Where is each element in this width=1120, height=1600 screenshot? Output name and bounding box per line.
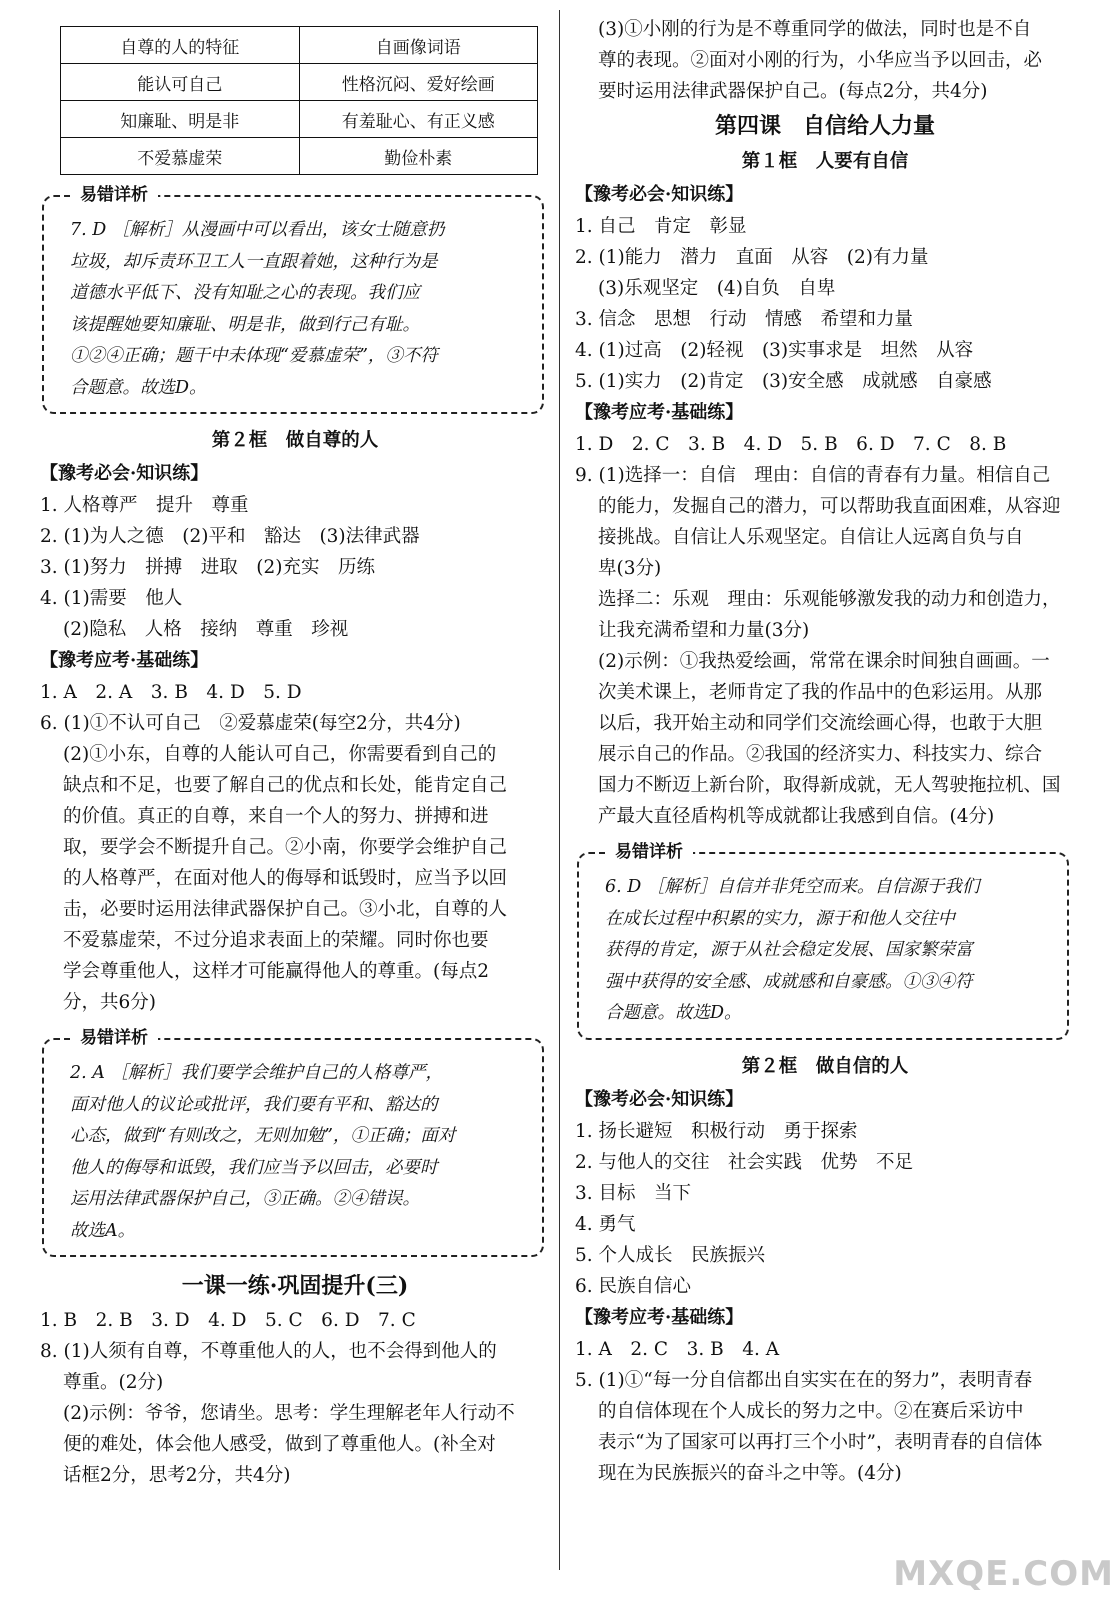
text-line: 产最大直径盾构机等成就都让我感到自信。(4分) <box>598 806 995 827</box>
text-line: 6. D ［解析］自信并非凭空而来。自信源于我们 <box>605 877 980 897</box>
text-line: 3. 目标 当下 <box>575 1182 692 1204</box>
text-line: 获得的肯定，源于从社会稳定发展、国家繁荣富 <box>605 940 973 960</box>
watermark: MXQE.COM <box>893 1554 1114 1594</box>
text-line: 1. 扬长避短 积极行动 勇于探索 <box>575 1120 858 1142</box>
text-line: 1. B 2. B 3. D 4. D 5. C 6. D 7. C <box>40 1310 416 1331</box>
traits-table <box>60 26 538 175</box>
section-heading: 【豫考应考·基础练】 <box>575 1306 744 1328</box>
text-line: 缺点和不足，也要了解自己的优点和长处，能肯定自己 <box>63 775 508 796</box>
text-line: 1. A 2. C 3. B 4. A <box>575 1338 780 1360</box>
text-line: 他人的侮辱和诋毁，我们应当予以回击，必要时 <box>70 1157 438 1178</box>
left-column <box>40 14 550 1491</box>
text-line: 话框2分，思考2分，共4分) <box>63 1465 291 1486</box>
text-line: 学会尊重他人，这样才可能赢得他人的尊重。(每点2 <box>63 961 489 982</box>
text-line: 7. D ［解析］从漫画中可以看出，该女士随意扔 <box>70 220 445 240</box>
table-cell: 不爱慕虚荣 <box>61 138 300 175</box>
text-line: 2. (1)能力 潜力 直面 从容 (2)有力量 <box>575 247 929 268</box>
text-line: 2. (1)为人之德 (2)平和 豁达 (3)法律武器 <box>40 526 420 547</box>
text-line: 的能力，发掘自己的潜力，可以帮助我直面困难，从容迎 <box>598 496 1061 517</box>
text-line: 合题意。故选D。 <box>70 377 207 398</box>
text-line: 8. (1)人须有自尊，不尊重他人的人，也不会得到他人的 <box>40 1341 497 1362</box>
text-line: 道德水平低下、没有知耻之心的表现。我们应 <box>70 283 420 303</box>
error-analysis-box-3 <box>577 842 1069 1040</box>
table-row <box>61 64 538 101</box>
text-line: 运用法律武器保护自己，③正确。②④错误。 <box>70 1189 420 1209</box>
text-block <box>575 211 1075 397</box>
table-cell: 知廉耻、明是非 <box>61 101 300 138</box>
text-line: 6. (1)①不认可自己 ②爱慕虚荣(每空2分，共4分) <box>40 713 461 734</box>
table-cell: 性格沉闷、爱好绘画 <box>299 64 538 101</box>
section-heading: 【豫考必会·知识练】 <box>575 184 744 205</box>
frame-title-confidence: 第１框 人要有自信 <box>741 151 909 172</box>
table-row <box>61 27 538 64</box>
text-line: 1. A 2. A 3. B 4. D 5. D <box>40 682 302 703</box>
text-line: 便的难处，体会他人感受，做到了尊重他人。(补全对 <box>63 1434 496 1455</box>
text-line: 选择二：乐观 理由：乐观能够激发我的动力和创造力， <box>598 589 1061 610</box>
text-line: 2. A ［解析］我们要学会维护自己的人格尊严， <box>70 1063 443 1083</box>
text-line: 垃圾，却斥责环卫工人一直跟着她，这种行为是 <box>70 251 438 272</box>
text-line: 合题意。故选D。 <box>605 1003 742 1023</box>
section-heading: 【豫考必会·知识练】 <box>575 1088 744 1110</box>
text-line: (2)示例：爷爷，您请坐。思考：学生理解老年人行动不 <box>63 1403 515 1424</box>
table-row <box>61 138 538 175</box>
text-line: 4. (1)过高 (2)轻视 (3)实事求是 坦然 从容 <box>575 340 974 361</box>
text-line: 5. 个人成长 民族振兴 <box>575 1244 766 1266</box>
text-line: 接挑战。自信让人乐观坚定。自信让人远离自负与自 <box>598 527 1024 548</box>
frame-title-confident-person: 第２框 做自信的人 <box>741 1055 909 1077</box>
text-line: 表示“为了国家可以再打三个小时”，表明青春的自信体 <box>598 1431 1043 1453</box>
right-column <box>575 14 1075 1489</box>
table-cell: 自画像词语 <box>299 27 538 64</box>
text-line: 的人格尊严，在面对他人的侮辱和诋毁时，应当予以回 <box>63 868 508 889</box>
text-line: 尊重。(2分) <box>63 1372 164 1393</box>
table-cell: 能认可自己 <box>61 64 300 101</box>
box-title: 易错详析 <box>605 840 693 864</box>
text-line: 次美术课上，老师肯定了我的作品中的色彩运用。从那 <box>598 682 1043 703</box>
text-line: 1. 自己 肯定 彰显 <box>575 216 747 237</box>
text-line: 的自信体现在个人成长的努力之中。②在赛后采访中 <box>598 1400 1024 1422</box>
text-block <box>70 1058 526 1247</box>
text-block <box>605 872 1051 1030</box>
text-line: 2. 与他人的交往 社会实践 优势 不足 <box>575 1151 914 1173</box>
text-line: 在成长过程中积累的实力，源于和他人交往中 <box>605 908 955 929</box>
table-cell: 有羞耻心、有正义感 <box>299 101 538 138</box>
text-line: 9. (1)选择一：自信 理由：自信的青春有力量。相信自己 <box>575 465 1051 486</box>
text-block <box>575 1116 1075 1302</box>
frame-title-self-respect: 第２框 做自尊的人 <box>211 430 379 451</box>
table-cell: 自尊的人的特征 <box>61 27 300 64</box>
text-line: 现在为民族振兴的奋斗之中等。(4分) <box>598 1462 902 1484</box>
text-line: (2)示例：①我热爱绘画，常常在课余时间独自画画。一 <box>598 651 1050 672</box>
text-line: 让我充满希望和力量(3分) <box>598 620 810 641</box>
text-line: 3. (1)努力 拼搏 进取 (2)充实 历练 <box>40 557 375 578</box>
text-block <box>575 1334 1075 1489</box>
text-line: 4. (1)需要 他人 <box>40 588 183 609</box>
text-line: 4. 勇气 <box>575 1213 636 1235</box>
section-heading: 【豫考必会·知识练】 <box>40 463 209 484</box>
text-line: 击，必要时运用法律武器保护自己。③小北，自尊的人 <box>63 899 508 920</box>
text-line: 心态，做到“有则改之，无则加勉”，①正确；面对 <box>70 1126 456 1146</box>
text-block <box>40 1305 550 1491</box>
text-line: 的价值。真正的自尊，来自一个人的努力、拼搏和进 <box>63 806 489 827</box>
text-line: 要时运用法律武器保护自己。(每点2分，共4分) <box>598 81 988 102</box>
text-line: (2)隐私 人格 接纳 尊重 珍视 <box>63 619 349 640</box>
column-divider <box>559 10 560 1570</box>
lesson-title: 一课一练·巩固提升(三) <box>181 1273 409 1299</box>
error-analysis-box-1 <box>42 185 544 414</box>
section-heading: 【豫考应考·基础练】 <box>40 650 209 671</box>
text-line: 6. 民族自信心 <box>575 1275 692 1297</box>
table-row <box>61 101 538 138</box>
text-line: 1. 人格尊严 提升 尊重 <box>40 495 249 516</box>
section-heading: 【豫考应考·基础练】 <box>575 402 744 423</box>
text-line: 分，共6分) <box>63 992 156 1013</box>
text-line: ①②④正确；题干中未体现“爱慕虚荣”，③不符 <box>70 346 438 366</box>
text-line: (3)乐观坚定 (4)自负 自卑 <box>598 278 836 299</box>
text-line: 1. D 2. C 3. B 4. D 5. B 6. D 7. C 8. B <box>575 434 1007 455</box>
text-block <box>40 490 550 645</box>
lesson-four-title: 第四课 自信给人力量 <box>714 113 935 139</box>
text-line: (3)①小刚的行为是不尊重同学的做法，同时也是不自 <box>598 19 1032 40</box>
text-line: 面对他人的议论或批评，我们要有平和、豁达的 <box>70 1094 438 1115</box>
text-line: 不爱慕虚荣，不过分追求表面上的荣耀。同时你也要 <box>63 930 489 951</box>
text-line: 故选A。 <box>70 1220 136 1241</box>
text-line: 该提醒她要知廉耻、明是非，做到行己有耻。 <box>70 314 420 335</box>
text-line: 国力不断迈上新台阶，取得新成就，无人驾驶拖拉机、国 <box>598 775 1061 796</box>
text-block <box>40 677 550 1018</box>
text-line: 展示自己的作品。②我国的经济实力、科技实力、综合 <box>598 744 1043 765</box>
box-title: 易错详析 <box>70 1026 158 1050</box>
text-line: (2)①小东，自尊的人能认可自己，你需要看到自己的 <box>63 744 497 765</box>
error-analysis-box-2 <box>42 1028 544 1257</box>
text-line: 以后，我开始主动和同学们交流绘画心得，也敢于大胆 <box>598 713 1043 734</box>
text-block <box>575 429 1075 832</box>
box-title: 易错详析 <box>70 183 158 207</box>
text-line: 强中获得的安全感、成就感和自豪感。①③④符 <box>605 971 973 992</box>
text-line: 卑(3分) <box>598 558 662 579</box>
text-line: 5. (1)①“每一分自信都出自实实在在的努力”，表明青春 <box>575 1369 1033 1391</box>
text-line: 5. (1)实力 (2)肯定 (3)安全感 成就感 自豪感 <box>575 371 992 392</box>
text-block <box>70 215 526 404</box>
text-block <box>575 14 1075 107</box>
table-cell: 勤俭朴素 <box>299 138 538 175</box>
text-line: 3. 信念 思想 行动 情感 希望和力量 <box>575 309 914 330</box>
text-line: 尊的表现。②面对小刚的行为，小华应当予以回击，必 <box>598 50 1043 71</box>
text-line: 取，要学会不断提升自己。②小南，你要学会维护自己 <box>63 837 508 858</box>
